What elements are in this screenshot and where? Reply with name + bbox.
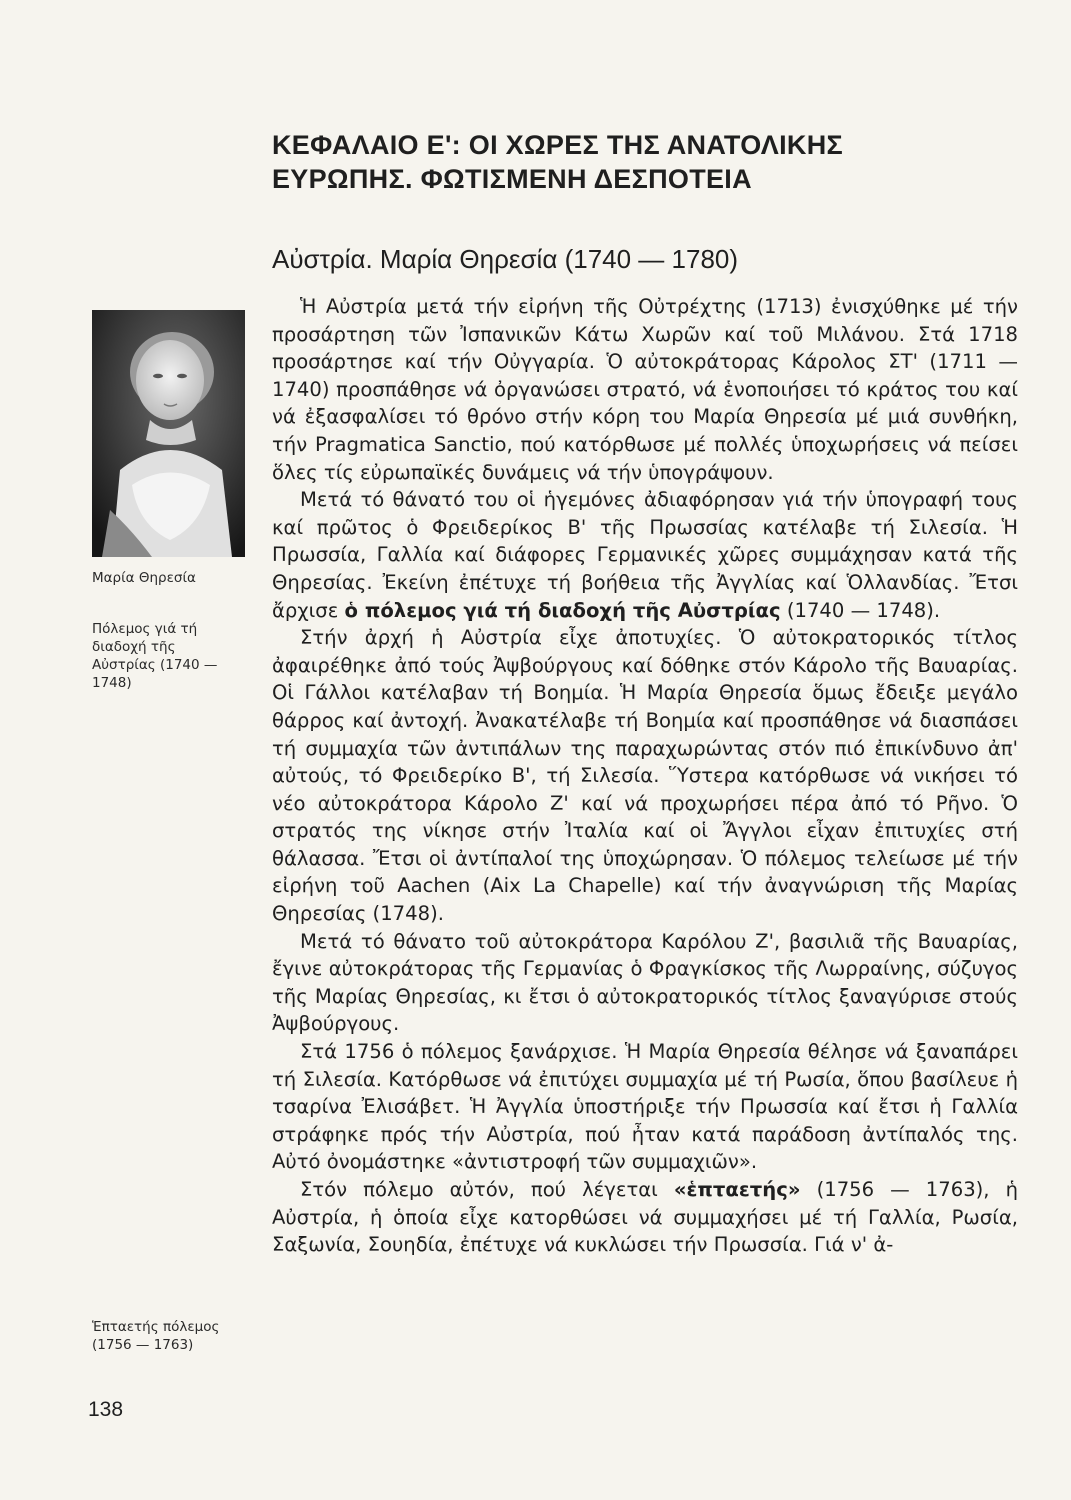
emphasis-succession-war: ὁ πόλεμος γιά τή διαδοχή τῆς Αὐστρίας bbox=[344, 598, 781, 622]
paragraph: Στόν πόλεμο αὐτόν, πού λέγεται «ἑπταετής» (1756 — 1763), ἡ Αὐστρία, ἡ ὁποία εἶχε κατορθώσει νά συμμαχήσει μέ τή Γαλλία, Ρωσία, Σαξωνία, Σουηδία, ἐπέτυχε νά κυκλώσει τήν Πρωσσία. Γιά ν' ἀ- bbox=[272, 1178, 1019, 1257]
body-text bbox=[272, 293, 1018, 1259]
paragraph: Ἡ Αὐστρία μετά τήν εἰρήνη τῆς Οὐτρέχτης (1713) ἐνισχύθηκε μέ τήν προσάρτηση τῶν Ἰσπανικῶν Κάτω Χωρῶν καί τοῦ Μιλάνου. Στά 1718 προσάρτησε καί τήν Οὐγγαρία. Ὁ αὐτοκράτορας Κάρολος ΣΤ' (1711 — 1740) προσπάθησε νά ὀργανώσει στρατό, νά ἑνοποιήσει τό κράτος του καί νά ἐξασφαλίσει τό θρόνο στήν κόρη του Μαρία Θηρεσία μέ μιά συνθήκη, τήν Pragmatica Sanctio, πού κατόρθωσε μέ πολλές ὑποχωρήσεις νά πείσει ὅλες τίς εὐρωπαϊκές δυνάμεις νά τήν ὑπογράψουν. bbox=[272, 295, 1018, 484]
margin-note-seven-years-war: Ἑπταετής πόλεμος (1756 — 1763) bbox=[92, 1319, 220, 1353]
portrait-illustration bbox=[92, 310, 245, 557]
paragraph: Μετά τό θάνατό του οἱ ἡγεμόνες ἀδιαφόρησαν γιά τήν ὑπογραφή τους καί πρῶτος ὁ Φρειδερίκος Β' τῆς Πρωσσίας κατέλαβε τή Σιλεσία. Ἡ Πρωσσία, Γαλλία καί διάφορες Γερμανικές χῶρες συμμάχησαν κατά τῆς Θηρεσίας. Ἐκείνη ἐπέτυχε τή βοήθεια τῆς Ἀγγλίας καί Ὁλλανδίας. Ἔτσι ἄρχισε ὁ πόλεμος γιά τή διαδοχή τῆς Αὐστρίας (1740 — 1748). bbox=[272, 488, 1018, 622]
paragraph: Στά 1756 ὁ πόλεμος ξανάρχισε. Ἡ Μαρία Θηρεσία θέλησε νά ξαναπάρει τή Σιλεσία. Κατόρθωσε νά ἐπιτύχει συμμαχία μέ τή Ρωσία, ὅπου βασίλευε ἡ τσαρίνα Ἐλισάβετ. Ἡ Ἀγγλία ὑποστήριξε τήν Πρωσσία καί ἔτσι ἡ Γαλλία στράφηκε πρός τήν Αὐστρία, πού ἦταν κατά παράδοση ἀντίπαλός της. Αὐτό ὀνομάστηκε «ἀντιστροφή τῶν συμμαχιῶν». bbox=[272, 1040, 1018, 1174]
chapter-title bbox=[272, 128, 1032, 196]
portrait-image bbox=[92, 310, 245, 557]
section-title: Αὐστρία. Μαρία Θηρεσία (1740 — 1780) bbox=[272, 244, 739, 274]
paragraph: Στήν ἀρχή ἡ Αὐστρία εἶχε ἀποτυχίες. Ὁ αὐτοκρατορικός τίτλος ἀφαιρέθηκε ἀπό τούς Ἀψβούργους καί δόθηκε στόν Κάρολο τῆς Βαυαρίας. Οἱ Γάλλοι κατέλαβαν τή Βοημία. Ἡ Μαρία Θηρεσία ὅμως ἔδειξε μεγάλο θάρρος καί ἀντοχή. Ἀνακατέλαβε τή Βοημία καί προσπάθησε νά διασπάσει τή συμμαχία τῶν ἀντιπάλων της παραχωρώντας στόν πιό ἐπικίνδυνο ἀπ' αὐτούς, τό Φρειδερίκο Β', τή Σιλεσία. Ὕστερα κατόρθωσε νά νικήσει τό νέο αὐτοκράτορα Κάρολο Ζ' καί νά προχωρήσει πέρα ἀπό τό Ρῆνο. Ὁ στρατός της νίκησε στήν Ἰταλία καί οἱ Ἄγγλοι εἶχαν ἐπιτυχίες στή θάλασσα. Ἔτσι οἱ ἀντίπαλοί της ὑποχώρησαν. Ὁ πόλεμος τελείωσε μέ τήν εἰρήνη τοῦ Aachen (Aix La Chapelle) καί τήν ἀναγνώριση τῆς Μαρίας Θηρεσίας (1748). bbox=[272, 626, 1018, 926]
page-number: 138 bbox=[88, 1398, 124, 1421]
chapter-title-line1: ΚΕΦΑΛΑΙΟ Ε': ΟΙ ΧΩΡΕΣ ΤΗΣ ΑΝΑΤΟΛΙΚΗΣ bbox=[272, 130, 843, 160]
paragraph: Μετά τό θάνατο τοῦ αὐτοκράτορα Καρόλου Ζ', βασιλιᾶ τῆς Βαυαρίας, ἔγινε αὐτοκράτορας τῆς Γερμανίας ὁ Φραγκίσκος τῆς Λωρραίνης, σύζυγος τῆς Μαρίας Θηρεσίας, κι ἔτσι ὁ αὐτοκρατορικός τίτλος ξαναγύρισε στούς Ἀψβούργους. bbox=[272, 929, 1018, 1036]
portrait-caption: Μαρία Θηρεσία bbox=[92, 570, 196, 586]
chapter-title-line2: ΕΥΡΩΠΗΣ. ΦΩΤΙΣΜΕΝΗ ΔΕΣΠΟΤΕΙΑ bbox=[272, 164, 752, 194]
margin-note-succession-war: Πόλεμος γιά τή διαδοχή τῆς Αὐστρίας (1740 — 1748) bbox=[92, 621, 218, 691]
emphasis-seven-years: «ἑπταετής» bbox=[673, 1178, 801, 1201]
